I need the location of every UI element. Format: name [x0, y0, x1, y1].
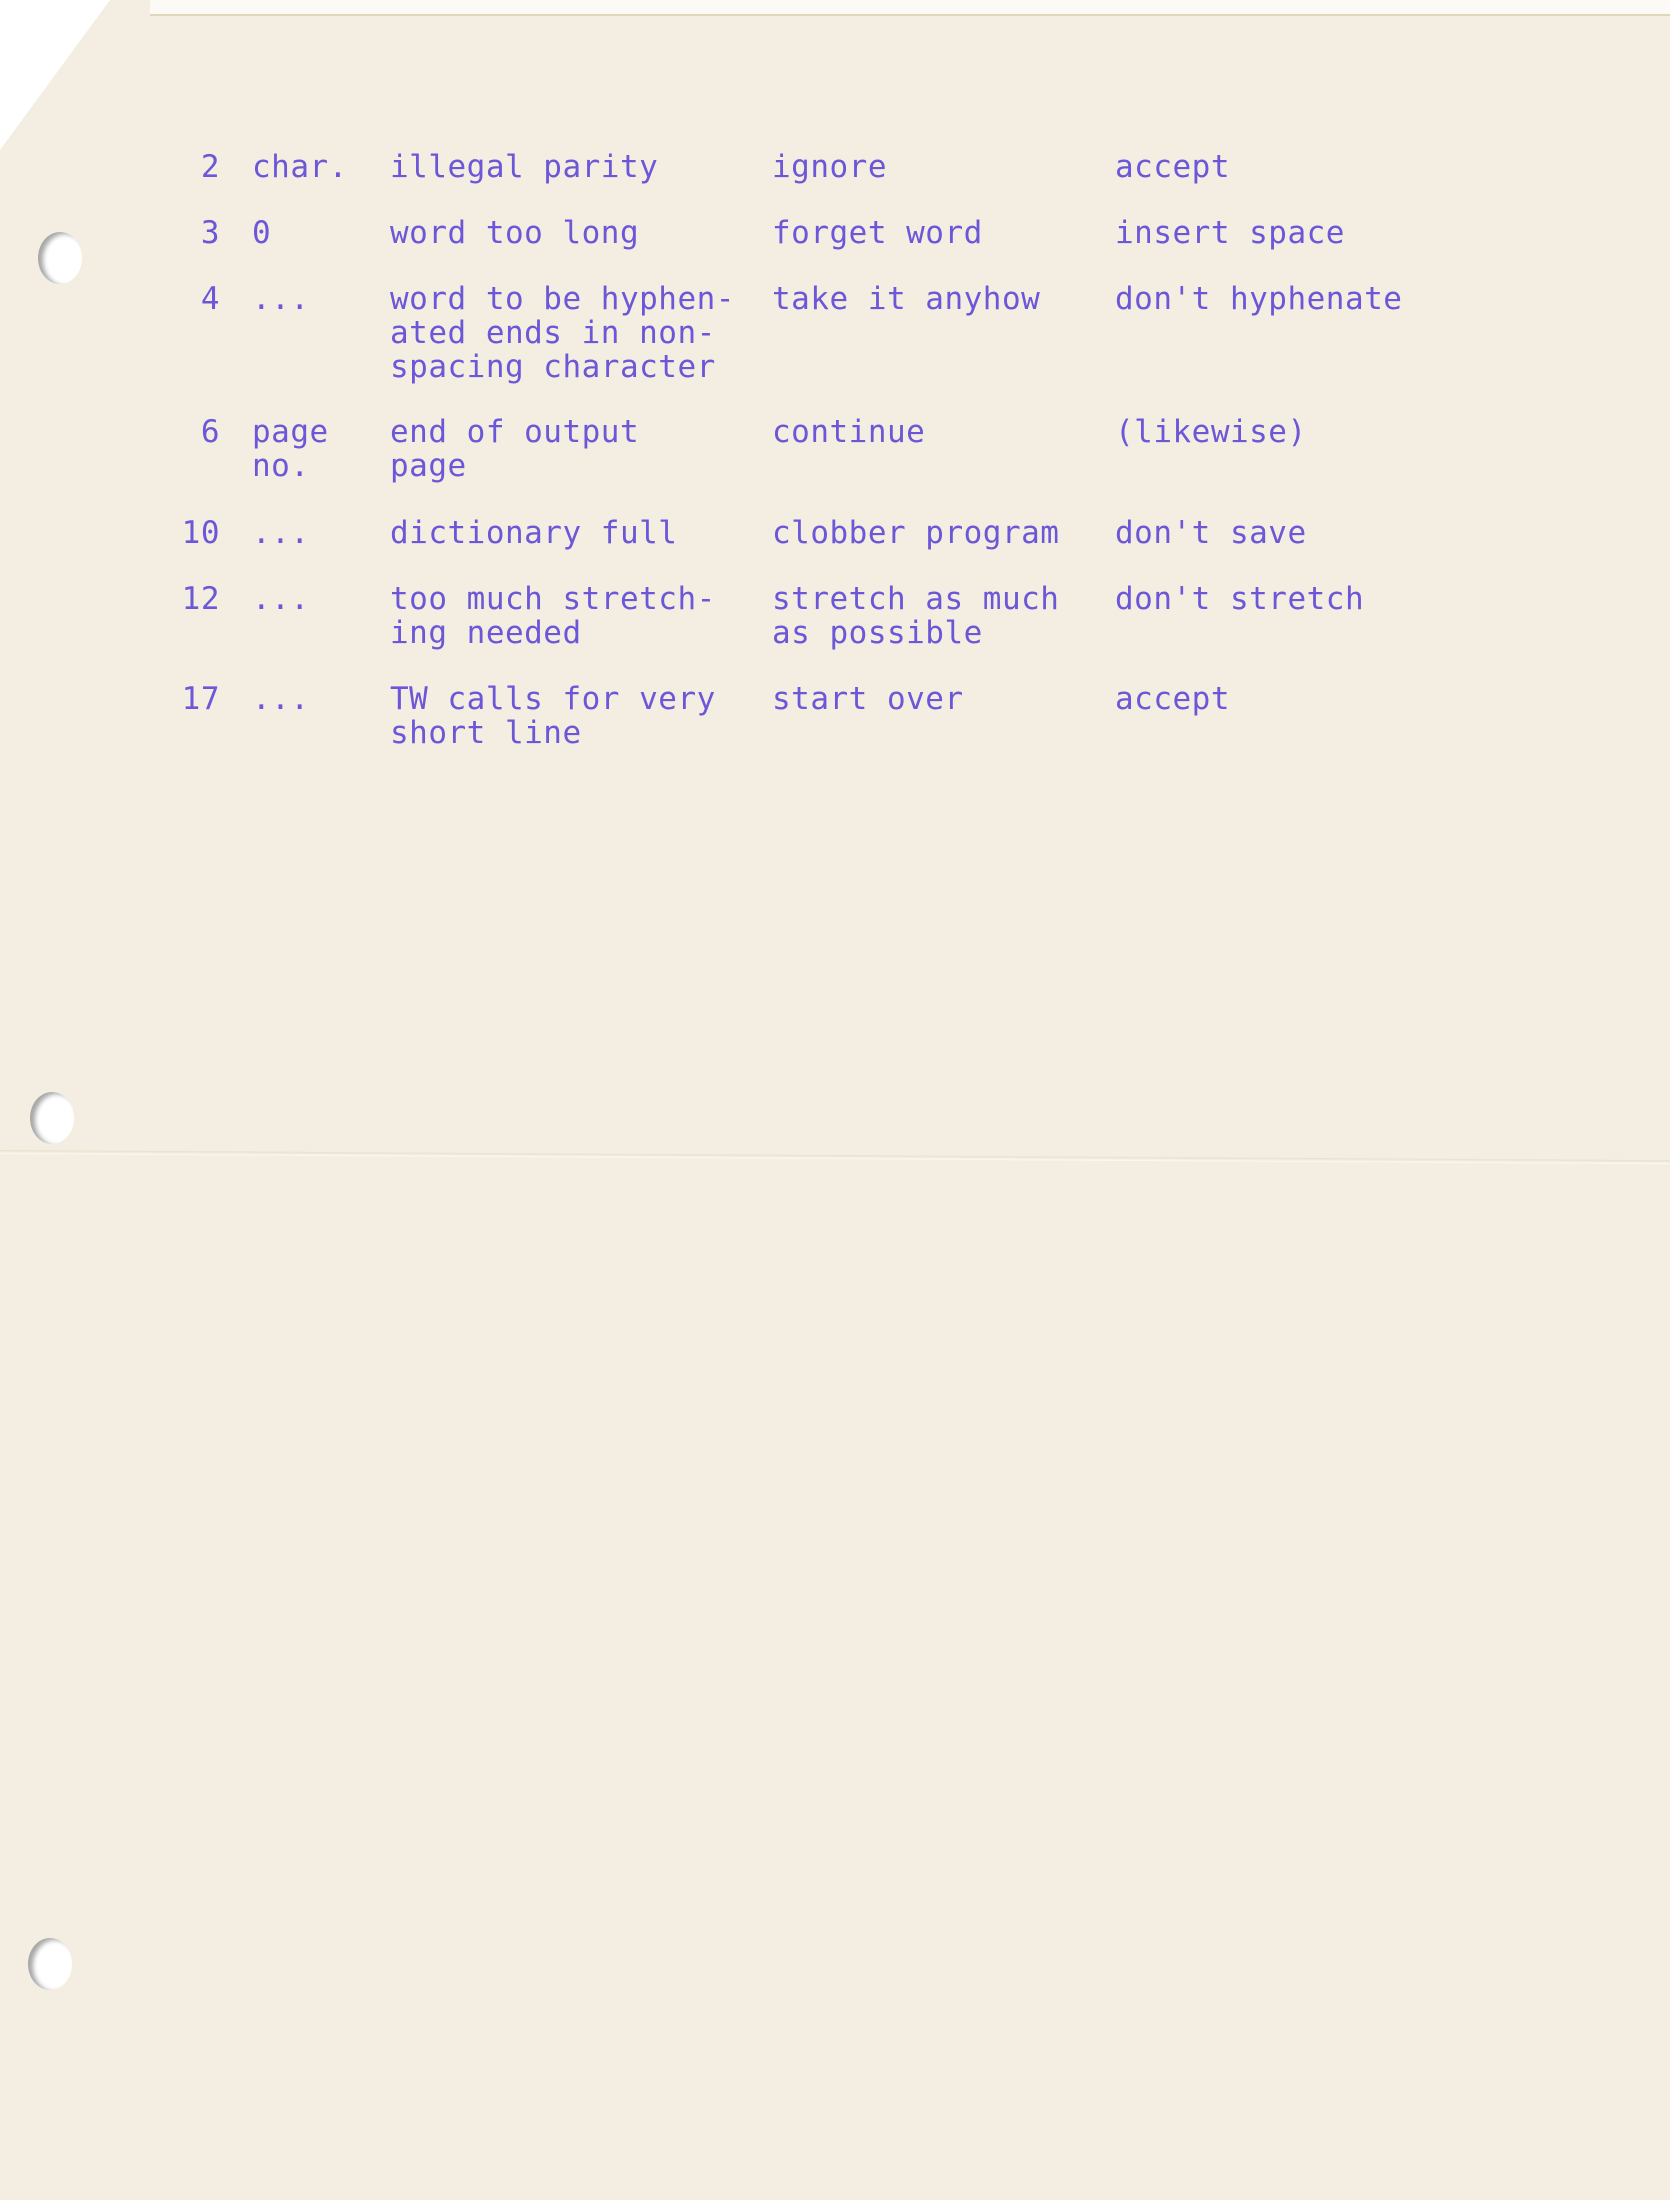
row-code: ...	[252, 281, 310, 317]
paper-fold-line	[0, 1150, 1670, 1164]
row-number: 6	[200, 414, 220, 450]
row-action-one: stretch as much as possible	[772, 581, 1060, 651]
row-code: ...	[252, 581, 310, 617]
row-condition: word too long	[390, 215, 640, 251]
row-code: page no.	[252, 414, 329, 484]
row-action-one: forget word	[772, 215, 983, 251]
torn-corner	[0, 0, 110, 150]
row-number: 10	[181, 515, 220, 551]
row-action-one: clobber program	[772, 515, 1060, 551]
row-action-two: don't save	[1115, 515, 1307, 551]
row-condition: word to be hyphen- ated ends in non- spacing character	[390, 281, 735, 385]
row-condition: TW calls for very short line	[390, 681, 716, 751]
row-action-two: don't stretch	[1115, 581, 1365, 617]
row-action-two: accept	[1115, 681, 1230, 717]
binder-hole-top	[38, 232, 82, 284]
row-number: 12	[181, 581, 220, 617]
row-number: 2	[200, 149, 220, 185]
row-action-two: accept	[1115, 149, 1230, 185]
row-action-two: insert space	[1115, 215, 1345, 251]
row-action-one: take it anyhow	[772, 281, 1041, 317]
row-number: 4	[200, 281, 220, 317]
row-code: 0	[252, 215, 272, 251]
row-code: ...	[252, 515, 310, 551]
row-action-one: ignore	[772, 149, 887, 185]
row-condition: illegal parity	[390, 149, 659, 185]
row-condition: end of output page	[390, 414, 640, 484]
binder-hole-bottom	[28, 1938, 72, 1990]
row-action-one: start over	[772, 681, 964, 717]
row-code: char.	[252, 149, 348, 185]
row-condition: dictionary full	[390, 515, 678, 551]
row-number: 3	[200, 215, 220, 251]
row-number: 17	[181, 681, 220, 717]
row-action-two: (likewise)	[1115, 414, 1307, 450]
paper-top-edge	[150, 0, 1670, 16]
row-code: ...	[252, 681, 310, 717]
row-condition: too much stretch- ing needed	[390, 581, 716, 651]
row-action-one: continue	[772, 414, 926, 450]
row-action-two: don't hyphenate	[1115, 281, 1403, 317]
binder-hole-middle	[30, 1092, 74, 1144]
